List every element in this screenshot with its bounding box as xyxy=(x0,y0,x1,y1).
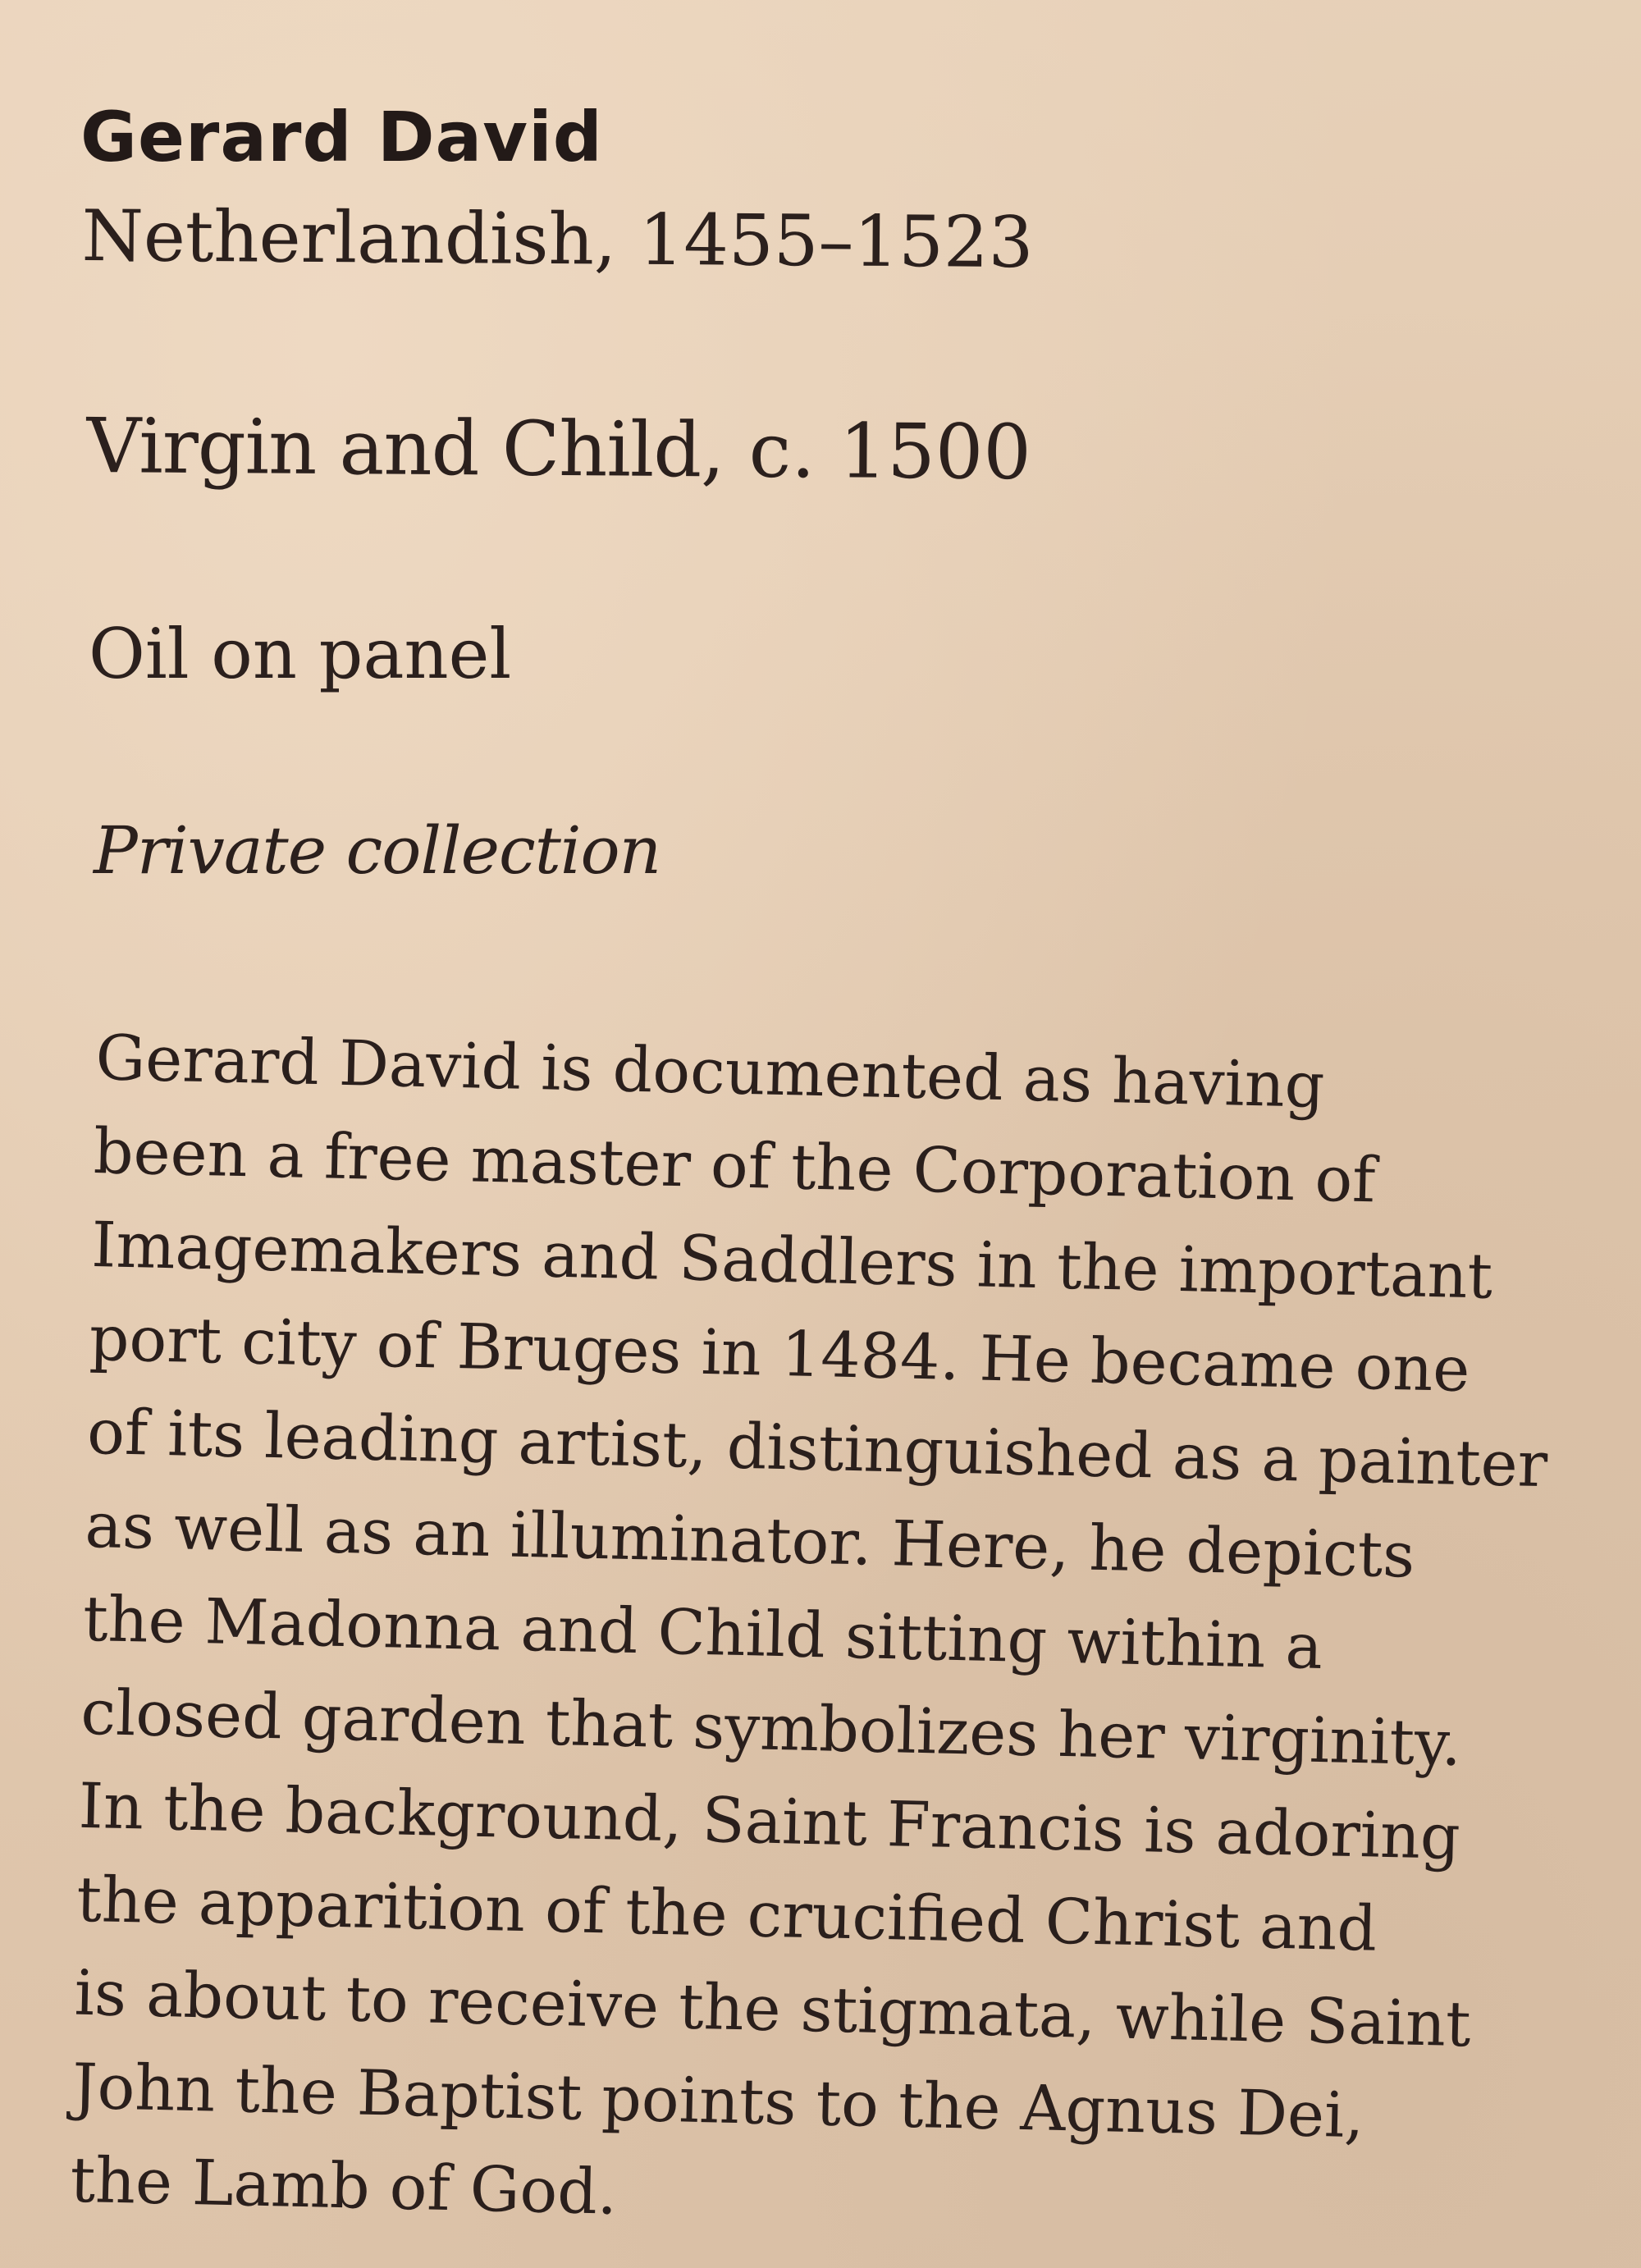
artwork-date: , c. 1500 xyxy=(700,406,1032,497)
description-line: of its leading artist, distinguished as a painter xyxy=(86,1394,1549,1502)
artwork-title-line xyxy=(86,402,1031,496)
artwork-title: Virgin and Child xyxy=(86,402,702,495)
artist-name: Gerard David xyxy=(80,97,603,177)
artwork-description xyxy=(69,1011,1573,2260)
description-line: is about to receive the stigmata, while Saint xyxy=(73,1955,1472,2061)
description-line: Imagemakers and Saddlers in the important xyxy=(90,1207,1494,1313)
description-line: port city of Bruges in 1484. He became one xyxy=(88,1301,1471,1406)
artwork-medium: Oil on panel xyxy=(89,614,512,694)
description-line: the Lamb of God. xyxy=(69,2142,619,2229)
description-line: Gerard David is documented as having xyxy=(94,1020,1326,1122)
description-line: In the background, Saint Francis is adoring xyxy=(78,1768,1461,1873)
artwork-collection: Private collection xyxy=(94,812,661,889)
artist-nationality-dates: Netherlandish, 1455–1523 xyxy=(81,195,1034,285)
description-line: the Madonna and Child sitting within a xyxy=(82,1581,1323,1684)
description-line: been a free master of the Corporation of xyxy=(93,1113,1377,1217)
description-line: John the Baptist points to the Agnus Dei, xyxy=(71,2049,1365,2152)
description-line: the apparition of the crucified Christ and xyxy=(75,1862,1378,1965)
description-line: as well as an illuminator. Here, he depicts xyxy=(84,1488,1416,1592)
description-line: closed garden that symbolizes her virginity. xyxy=(80,1675,1463,1780)
